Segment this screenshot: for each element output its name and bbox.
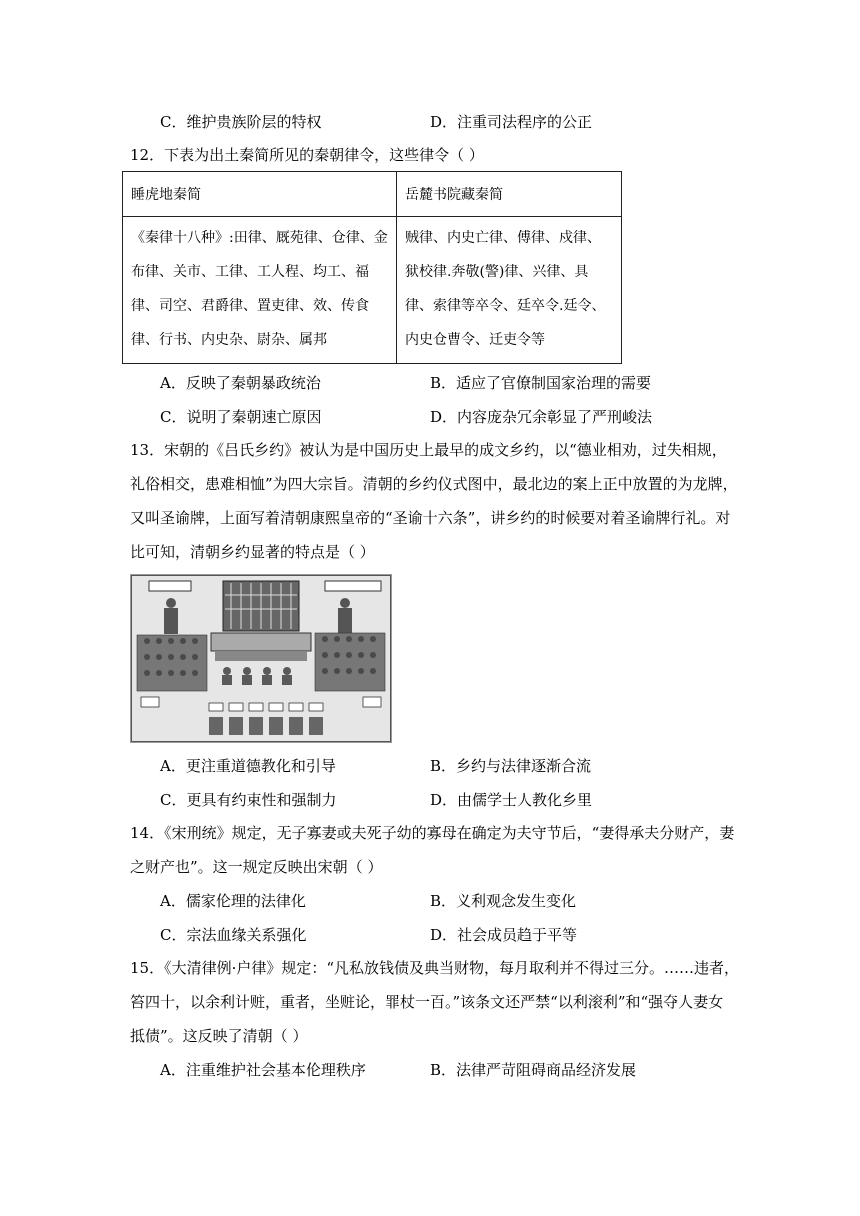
q14-option-c: C．宗法血缘关系强化 bbox=[160, 926, 307, 944]
ceremony-illustration bbox=[131, 575, 391, 742]
q15-line-3: 抵债”。这反映了清朝（ ） bbox=[130, 1027, 308, 1045]
q12-option-d: D．内容庞杂冗余彰显了严刑峻法 bbox=[430, 408, 653, 426]
q14-option-b: B．义利观念发生变化 bbox=[430, 892, 577, 910]
q13-option-a: A．更注重道德教化和引导 bbox=[160, 757, 336, 775]
q13-line-2: 礼俗相交，患难相恤”为四大宗旨。清朝的乡约仪式图中，最北边的案上正中放置的为龙牌， bbox=[130, 475, 738, 493]
q15-line-2: 笞四十，以余利计赃，重者，坐赃论，罪杖一百。”该条文还严禁“以利滚利”和“强夺人妻女 bbox=[130, 993, 724, 1011]
q13-line-3: 又叫圣谕牌，上面写着清朝康熙皇帝的“圣谕十六条”，讲乡约的时候要对着圣谕牌行礼。对 bbox=[130, 509, 731, 527]
table-header-shuihudi: 睡虎地秦简 bbox=[123, 172, 397, 217]
q12-stem: 12．下表为出土秦简所见的秦朝律令，这些律令（ ） bbox=[130, 146, 484, 164]
q11-option-c: C．维护贵族阶层的特权 bbox=[160, 113, 322, 131]
q13-option-d: D．由儒学士人教化乡里 bbox=[430, 791, 593, 809]
table-cell-shuihudi: 《秦律十八种》:田律、厩苑律、仓律、金布律、关市、工律、工人程、均工、福律、司空、君爵律、置吏律、效、传食律、行书、内史杂、尉杂、属邦 bbox=[123, 217, 397, 364]
q12-option-a: A．反映了秦朝暴政统治 bbox=[160, 374, 321, 392]
q14-line-1: 14．《宋刑统》规定，无子寡妻或夫死子幼的寡母在确定为夫守节后，“妻得承夫分财产，妻 bbox=[130, 824, 735, 842]
q14-option-a: A．儒家伦理的法律化 bbox=[160, 892, 306, 910]
q15-option-a: A．注重维护社会基本伦理秩序 bbox=[160, 1061, 366, 1079]
q13-option-c: C．更具有约束性和强制力 bbox=[160, 791, 337, 809]
q12-table bbox=[122, 171, 622, 364]
table-header-yuelu: 岳麓书院藏秦简 bbox=[397, 172, 622, 217]
q12-option-c: C．说明了秦朝速亡原因 bbox=[160, 408, 322, 426]
q13-line-1: 13．宋朝的《吕氏乡约》被认为是中国历史上最早的成文乡约，以“德业相劝，过失相规， bbox=[130, 441, 727, 459]
q13-option-b: B．乡约与法律逐渐合流 bbox=[430, 757, 592, 775]
q14-line-2: 之财产也”。这一规定反映出宋朝（ ） bbox=[130, 858, 383, 876]
q12-option-b: B．适应了官僚制国家治理的需要 bbox=[430, 374, 652, 392]
q11-option-d: D．注重司法程序的公正 bbox=[430, 113, 593, 131]
xiangyue-ceremony-image bbox=[130, 574, 392, 743]
q14-option-d: D．社会成员趋于平等 bbox=[430, 926, 578, 944]
q15-line-1: 15．《大清律例·户律》规定：“凡私放钱债及典当财物，每月取利并不得过三分。……违者， bbox=[130, 959, 740, 977]
q13-line-4: 比可知，清朝乡约显著的特点是（ ） bbox=[130, 543, 375, 561]
q15-option-b: B．法律严苛阻碍商品经济发展 bbox=[430, 1061, 637, 1079]
table-cell-yuelu: 贼律、内史亡律、傅律、戍律、狱校律.奔敬(警)律、兴律、具律、索律等卒令、廷卒令.廷令、内史仓曹令、迁吏令等 bbox=[397, 217, 622, 364]
